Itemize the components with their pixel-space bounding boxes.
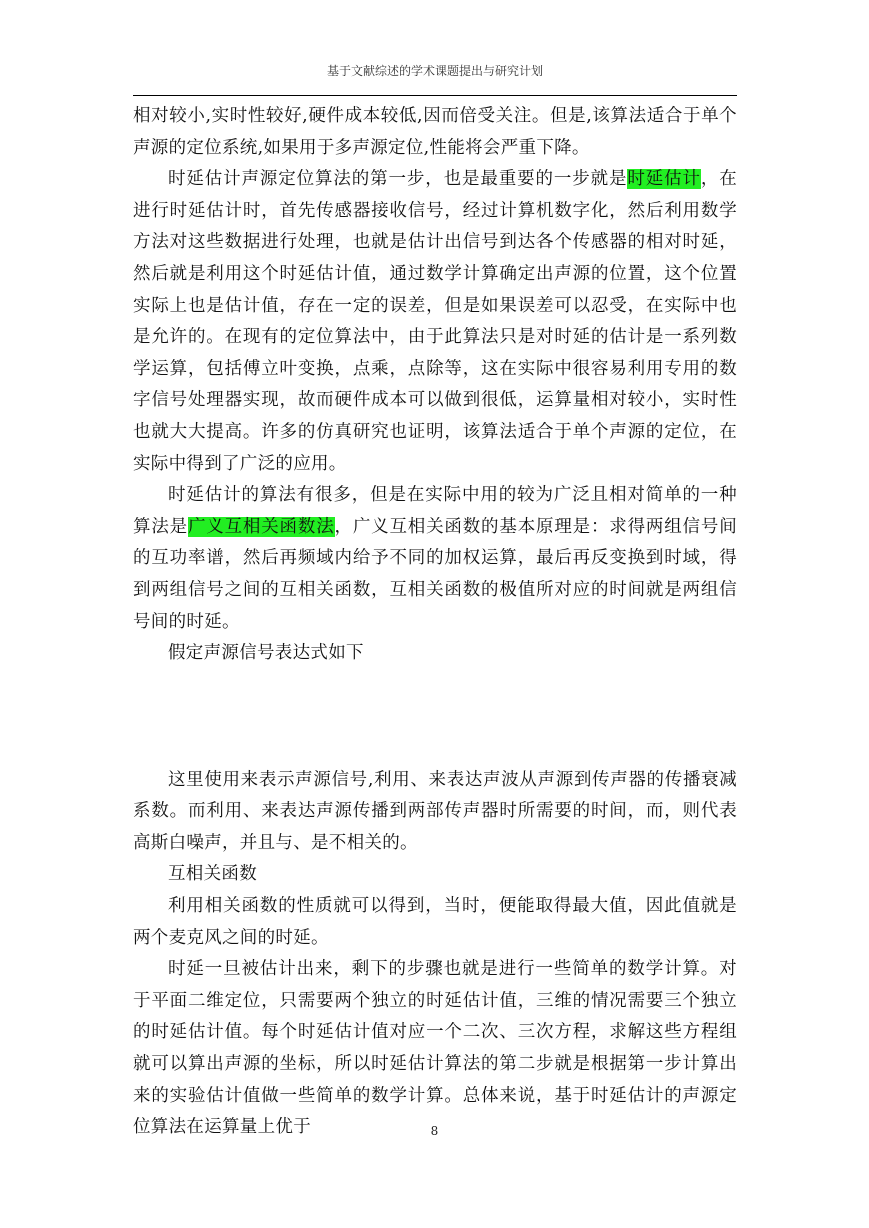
paragraph-5: 互相关函数 xyxy=(168,864,257,885)
paragraph-2 xyxy=(133,480,737,638)
paragraph-1-text-b: ，在进行时延估计时，首先传感器接收信号，经过计算机数字化，然后利用数学方法对这些数据进行处理，也就是估计出信号到达各个传感器的相对时延，然后就是利用这个时延估计值，通过数学计算确定出声源的位置，这个位置实际上也是估计值，存在一定的误差，但是如果误差可以忍受，在实际中也是允许的。在现有的定位算法中，由于此算法只是对时延的估计是一系列数学运算，包括傅立叶变换，点乘，点除等，这在实际中很容易利用专用的数字信号处理器实现，故而硬件成本可以做到很低，运算量相对较小，实时性也就大大提高。许多的仿真研究也证明，该算法适合于单个声源的定位，在实际中得到了广泛的应用。 xyxy=(133,169,738,474)
equation-gap xyxy=(133,670,737,765)
running-header: 基于文献综述的学术课题提出与研究计划 xyxy=(326,64,543,78)
paragraph-1-text-a: 时延估计声源定位算法的第一步，也是最重要的一步就是 xyxy=(168,169,628,190)
paragraph-3: 假定声源信号表达式如下 xyxy=(168,643,364,664)
paragraph-1 xyxy=(133,164,737,480)
paragraph-4: 这里使用来表示声源信号,利用、来表达声波从声源到传声器的传播衰减系数。而利用、来表达声源传播到两部传声器时所需要的时间，而，则代表高斯白噪声，并且与、是不相关的。 xyxy=(133,769,737,853)
header-rule xyxy=(133,95,737,96)
page-number: 8 xyxy=(430,1124,439,1138)
highlight-gcc-method: 广义互相关函数法 xyxy=(187,516,335,537)
paragraph-2-text-a: 时延估计的算法有很多，但是在实际中用的较为广泛且相对简单的一种算法是 xyxy=(133,485,737,537)
highlight-time-delay-estimation: 时延估计 xyxy=(627,169,701,190)
paragraph-2-text-b: ，广义互相关函数的基本原理是：求得两组信号间的互功率谱，然后再频域内给予不同的加权运算，最后再反变换到时域，得到两组信号之间的互相关函数，互相关函数的极值所对应的时间就是两组信号间的时延。 xyxy=(133,516,737,632)
paragraph-6: 利用相关函数的性质就可以得到，当时，便能取得最大值，因此值就是两个麦克风之间的时延。 xyxy=(133,896,737,948)
document-body xyxy=(133,101,737,1144)
paragraph-7: 时延一旦被估计出来，剩下的步骤也就是进行一些简单的数学计算。对于平面二维定位，只需要两个独立的时延估计值，三维的情况需要三个独立的时延估计值。每个时延估计值对应一个二次、三次方程，求解这些方程组就可以算出声源的坐标，所以时延估计算法的第二步就是根据第一步计算出来的实验估计值做一些简单的数学计算。总体来说，基于时延估计的声源定位算法在运算量上优于 xyxy=(133,959,737,1138)
paragraph-0: 相对较小,实时性较好,硬件成本较低,因而倍受关注。但是,该算法适合于单个声源的定位系统,如果用于多声源定位,性能将会严重下降。 xyxy=(133,106,737,158)
